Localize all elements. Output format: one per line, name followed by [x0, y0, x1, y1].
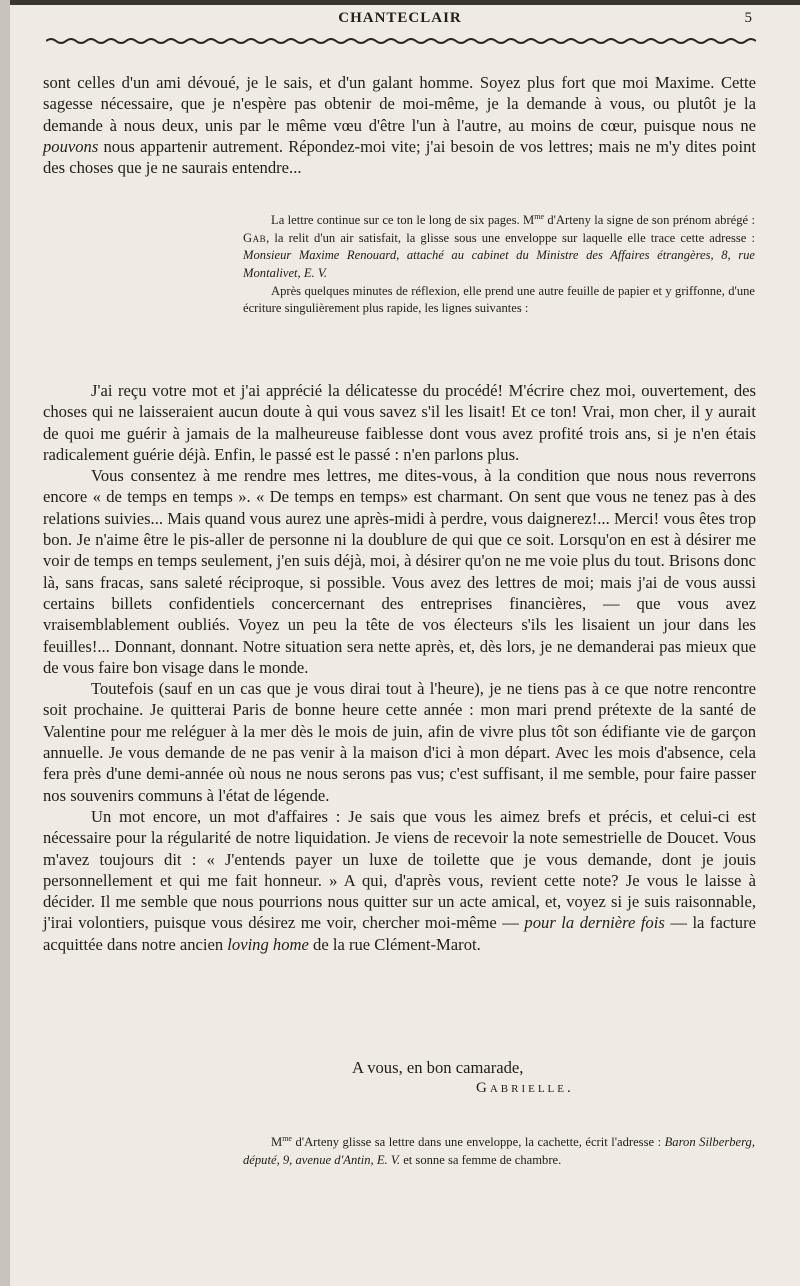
stage1-text-2: d'Arteny la signe de son prénom abrégé : — [544, 213, 755, 228]
second-letter — [43, 380, 756, 955]
letter1-emphasis: pouvons — [43, 136, 99, 156]
magazine-page — [10, 0, 800, 1286]
letter2-para-2: Vous consentez à me rendre mes lettres, me dites-vous, à la condition que nous nous reverrons encore « de temps en temps ». « De temps en temps» est charmant. On sent que vous ne tenez pas à des relations suivies... Mais quand vous aurez une après-midi à perdre, vous daignerez!... Merci! vous êtes trop bon. Je n'aime être le pis-aller de personne ni la doublure de qui que ce soit. Lorsqu'on en est à désirer me voir de temps en temps seulement, j'en suis déjà, moi, à désirer qu'on ne me voie plus du tout. Brisons donc là, sans fracas, sans saleté réciproque, si possible. Vous avez des lettres de moi; mais j'ai de vous aussi certains billets confidentiels concercernant des entreprises financières, — que vous avez vraisemblablement oubliés. Voyez un peu la tête de vos électeurs s'ils les lisaient un jour dans les feuilles!... Donnant, donnant. Notre situation sera nette après, et, dès lors, je ne demanderai pas mieux que de vous faire bon visage dans le monde. — [43, 466, 756, 677]
stage-direction-2 — [243, 1130, 755, 1169]
stage2-text-3: et sonne sa femme de chambre. — [400, 1152, 562, 1167]
stage1-address: Monsieur Maxime Renouard, attaché au cabinet du Ministre des Affaires étrangères, 8, rue Montalivet, E. V. — [243, 248, 755, 280]
letter1-text-end: nous appartenir autrement. Répondez-moi vite; j'ai besoin de vos lettres; mais ne m'y dites point des choses que je ne saurais entendre... — [43, 136, 756, 178]
top-border — [10, 0, 800, 5]
letter-continuation — [43, 72, 756, 178]
letter1-text: sont celles d'un ami dévoué, je le sais, et d'un galant homme. Soyez plus fort que moi Maxime. Cette sagesse nécessaire, que je n'espère pas obtenir de moi-même, je la demande à vous, ou plutôt je la demande à nous deux, unis par le même vœu d'être l'un à l'autre, au moins de cœur, puisque nous ne — [43, 73, 756, 135]
letter-closing: A vous, en bon camarade, — [352, 1058, 524, 1077]
letter2-emphasis-1: pour la dernière fois — [524, 913, 665, 933]
stage-direction-1 — [243, 208, 755, 318]
stage1-gab: Gab — [243, 230, 267, 245]
stage2-text: M — [271, 1135, 283, 1150]
letter2-para-3: Toutefois (sauf en un cas que je vous dirai tout à l'heure), je ne tiens pas à ce que notre rencontre soit prochaine. Je quitterai Paris de bonne heure cette année : mon mari prend prétexte de la santé de Valentine pour me reléguer à la mer dès le mois de juin, afin de vivre plus tôt son édifiante vie de garçon annuelle. Je vous demande de ne pas venir à la maison d'ici à mon départ. Avec les mois d'absence, cela fera près d'une demi-année où nous ne nous serons pas vus; c'est suffisant, il me semble, pour faire passer nos souvenirs communs à l'état de légende. — [43, 679, 756, 805]
running-header — [46, 10, 754, 34]
letter2-emphasis-2: loving home — [227, 934, 309, 954]
stage1-text: La lettre continue sur ce ton le long de six pages. M — [271, 213, 535, 228]
stage2-text-2: d'Arteny glisse sa lettre dans une enveloppe, la cachette, écrit l'adresse : — [291, 1135, 665, 1150]
stage1-text-3: , la relit d'un air satisfait, la glisse sous une enveloppe sur laquelle elle trace cette adresse : — [266, 230, 755, 245]
wavy-rule — [46, 34, 756, 48]
letter2-para-4-text: Un mot encore, un mot d'affaires : Je sais que vous les aimez brefs et précis, et celui-ci est nécessaire pour la régularité de notre liquidation. Je viens de recevoir la note semestrielle de Doucet. Vous m'avez toujours dit : « J'entends payer un luxe de toilette que je vous demande, dont je jouis personnellement et qui me fait honneur. » A qui, d'après vous, revient cette note? Je vous le laisse à décider. Il me semble que nous pourrions nous quitter sur un acte amical, et, voyez si je suis raisonnable, j'irai volontiers, puisque vous désirez me voir, chercher moi-même — — [43, 806, 756, 933]
letter2-para-4 — [43, 806, 756, 955]
signature: Gabrielle. — [476, 1080, 574, 1096]
letter2-para-4-text-3: de la rue Clément-Marot. — [308, 934, 481, 954]
page-number: 5 — [744, 10, 752, 26]
stage1-para-b: Après quelques minutes de réflexion, elle prend une autre feuille de papier et y griffonne, d'une écriture singulièrement plus rapide, les lignes suivantes : — [243, 283, 755, 316]
letter2-para-1: J'ai reçu votre mot et j'ai apprécié la délicatesse du procédé! M'écrire chez moi, ouvertement, des choses qui ne laisseraient aucun doute à qui vous savez s'il les lisait! Et ce ton! Vrai, mon cher, il y aurait de quoi me guérir à jamais de la malheureuse faiblesse dont vous avez profité trois ans, si je n'en étais radicalement guérie déjà. Enfin, le passé est le passé : n'en parlons plus. — [43, 381, 756, 464]
stage2-address: Baron Silberberg, député, 9, avenue d'Antin, E. V. — [243, 1135, 755, 1167]
letter2-para-4-text-2: — la facture acquittée dans notre ancien — [43, 913, 756, 954]
stage1-sup: me — [534, 212, 544, 221]
journal-title: CHANTECLAIR — [338, 10, 462, 26]
stage2-sup: me — [282, 1134, 292, 1143]
